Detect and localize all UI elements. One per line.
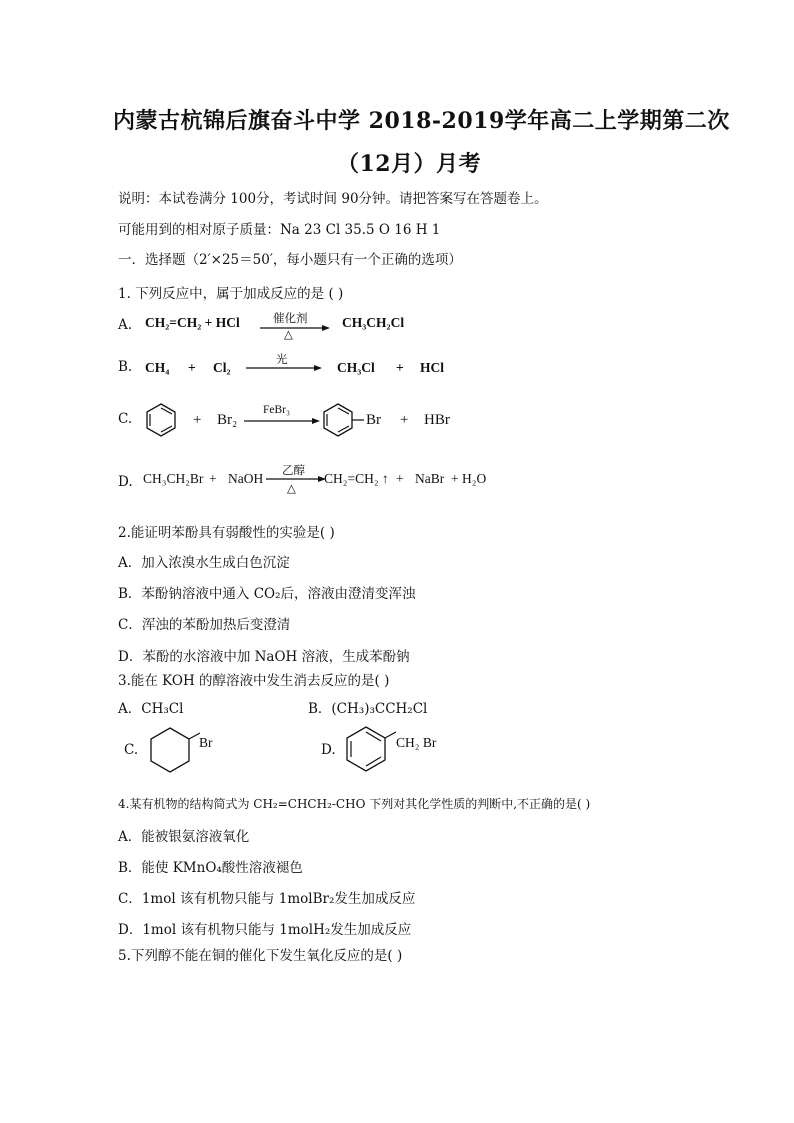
q1-d-condition-bottom: △	[287, 481, 296, 495]
q1-d-product-2: NaBr	[415, 471, 445, 486]
q2-option-d: D．苯酚的水溶液中加 NaOH 溶液，生成苯酚钠	[118, 649, 410, 665]
q5-stem: 5.下列醇不能在铜的催化下发生氧化反应的是( )	[118, 948, 403, 964]
q3-option-b: B．(CH₃)₃CCH₂Cl	[308, 701, 428, 717]
q2-option-a: A．加入浓溴水生成白色沉淀	[118, 555, 290, 571]
atomic-mass-line: 可能用到的相对原子质量：Na 23 Cl 35.5 O 16 H 1	[118, 222, 441, 238]
q1-d-condition-top: 乙醇	[282, 463, 305, 477]
q1-d-arrow	[266, 475, 326, 483]
benzene-ring-icon	[143, 402, 179, 438]
q2-stem: 2.能证明苯酚具有弱酸性的实验是( )	[118, 525, 335, 541]
section-heading: 一．选择题（2′×25＝50′，每小题只有一个正确的选项）	[118, 252, 462, 268]
q1-c-plus-1: +	[193, 412, 202, 428]
title-line-2: （12月）月考	[337, 151, 482, 177]
q1-a-arrow	[260, 324, 330, 332]
q1-b-product-1: CH₃Cl	[337, 360, 375, 375]
q1-b-reactant-2: Cl₂	[213, 360, 231, 375]
q1-b-arrow	[246, 364, 322, 372]
benzyl-ring-icon	[344, 724, 400, 776]
q1-d-reactant-2: NaOH	[228, 471, 264, 486]
q4-option-a: A．能被银氨溶液氧化	[118, 829, 250, 845]
q1-stem: 1. 下列反应中，属于加成反应的是 ( )	[118, 286, 344, 302]
q3-d-substituent: CH₂ Br	[396, 735, 437, 750]
q1-d-product-3: + H₂O	[451, 471, 487, 486]
q1-a-condition-top: 催化剂	[273, 311, 308, 325]
q1-c-reactant-2: Br₂	[217, 412, 238, 428]
title-line-1: 内蒙古杭锦后旗奋斗中学 2018-2019学年高二上学期第二次	[113, 108, 730, 134]
q1-c-product-2: HBr	[424, 412, 450, 428]
q1-b-product-2: HCl	[420, 360, 445, 375]
q1-d-plus-1: +	[209, 471, 217, 486]
q1-b-plus-1: +	[188, 360, 196, 375]
q3-option-c-label: C.	[124, 742, 139, 758]
q1-b-condition-top: 光	[276, 352, 288, 366]
q1-b-plus-2: +	[396, 360, 404, 375]
q1-c-substituent: Br	[366, 412, 381, 428]
q1-a-product: CH₃CH₂Cl	[342, 315, 405, 330]
q4-option-b: B．能使 KMnO₄酸性溶液褪色	[118, 860, 303, 876]
q3-option-a: A．CH₃Cl	[118, 701, 184, 717]
q1-option-a-label: A.	[118, 317, 133, 333]
q1-c-arrow	[244, 417, 320, 425]
exam-note: 说明：本试卷满分 100分，考试时间 90分钟。请把答案写在答题卷上。	[118, 191, 548, 207]
cyclohexane-ring-icon	[148, 725, 204, 775]
q1-d-plus-2: +	[396, 471, 404, 486]
q3-stem: 3.能在 KOH 的醇溶液中发生消去反应的是( )	[118, 673, 390, 689]
q2-option-b: B．苯酚钠溶液中通入 CO₂后，溶液由澄清变浑浊	[118, 586, 416, 602]
q1-option-d-label: D.	[118, 474, 133, 490]
q4-option-d: D．1mol 该有机物只能与 1molH₂发生加成反应	[118, 922, 412, 938]
q1-a-reactants: CH₂=CH₂ + HCl	[145, 315, 240, 330]
q3-c-substituent: Br	[199, 735, 213, 750]
q1-option-b-label: B.	[118, 359, 133, 375]
q1-c-plus-2: +	[400, 412, 409, 428]
q3-option-d-label: D.	[321, 742, 336, 758]
q4-option-c: C．1mol 该有机物只能与 1molBr₂发生加成反应	[118, 891, 416, 907]
q1-b-reactant-1: CH₄	[145, 360, 170, 375]
q1-option-c-label: C.	[118, 411, 133, 427]
bromobenzene-ring-icon	[320, 402, 366, 438]
q1-c-condition-top: FeBr₃	[263, 404, 291, 416]
q1-d-product-1: CH₂=CH₂ ↑	[324, 471, 389, 486]
q1-d-reactant-1: CH₃CH₂Br	[143, 471, 204, 486]
q4-stem: 4.某有机物的结构简式为 CH₂=CHCH₂-CHO 下列对其化学性质的判断中,不正确的是( )	[118, 797, 591, 811]
q1-a-condition-bottom: △	[284, 327, 293, 341]
q2-option-c: C．浑浊的苯酚加热后变澄清	[118, 617, 291, 633]
